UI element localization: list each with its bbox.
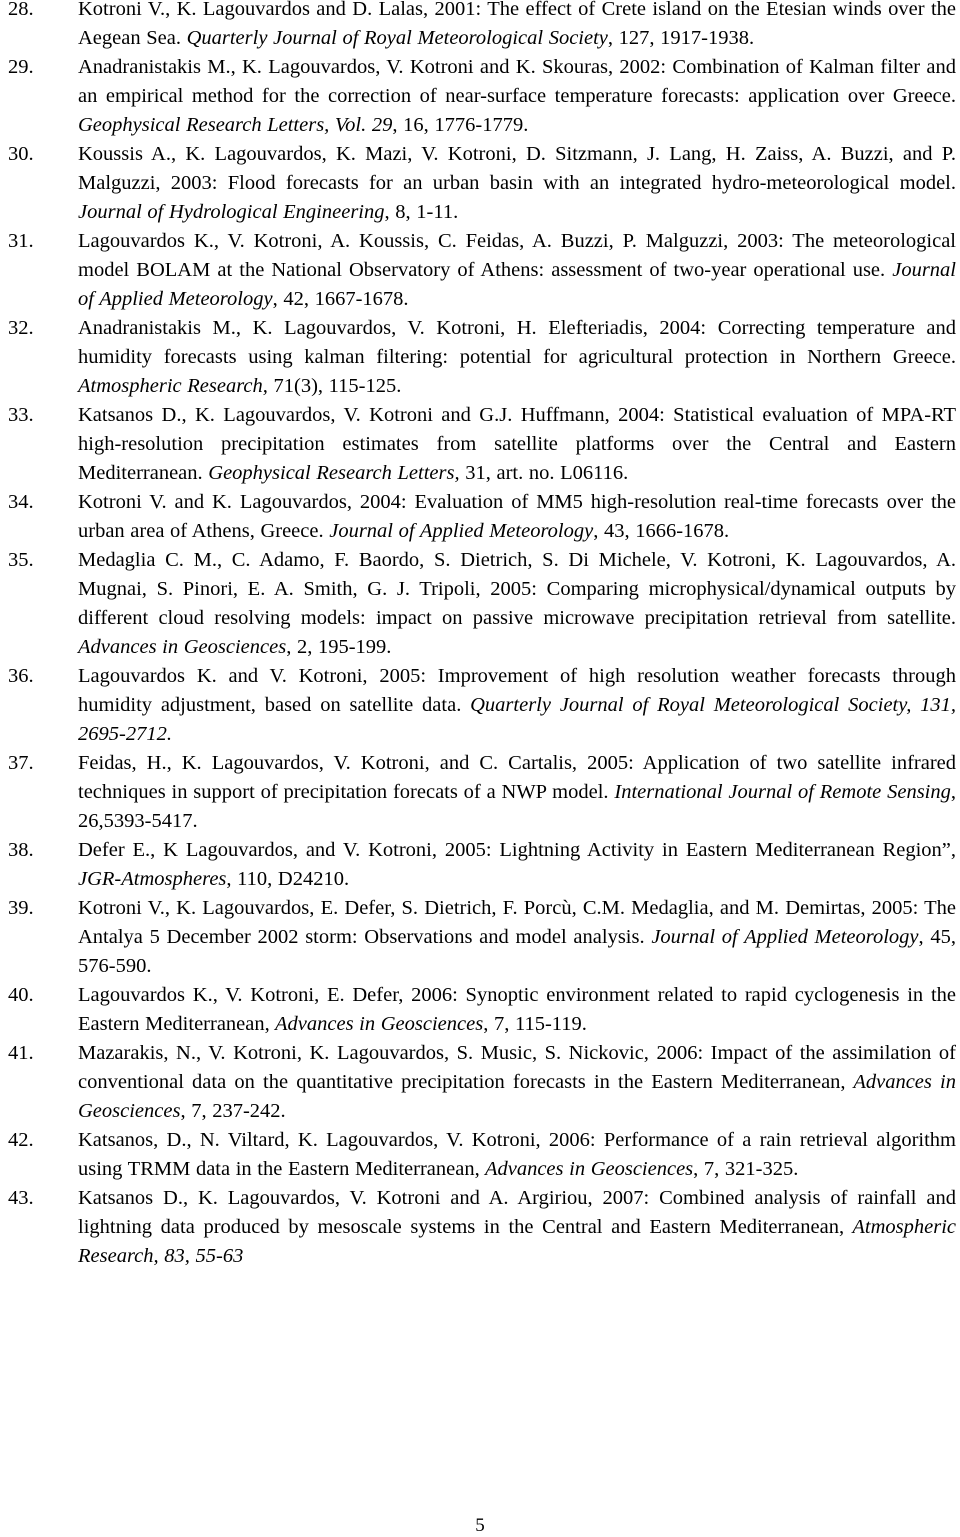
reference-authors-title: Anadranistakis M., K. Lagouvardos, V. Kotroni, H. Elefteriadis, 2004: Correcting temperature and humidity forecasts using kalman filtering: potential for agricultural protection in Northern Greece. [78, 317, 956, 368]
reference-citation: , 7, 115-119. [483, 1013, 587, 1035]
reference-number: 36. [8, 665, 34, 687]
reference-authors-title: Kotroni V. and K. Lagouvardos, 2004: Evaluation of MM5 high-resolution real-time forecasts over the urban area of Athens, Greece. [78, 491, 956, 542]
reference-authors-title: Katsanos D., K. Lagouvardos, V. Kotroni and A. Argiriou, 2007: Combined analysis of rainfall and lightning data produced by mesoscale systems in the Central and Eastern Mediterranean, [78, 1187, 956, 1238]
reference-citation: , 43, 1666-1678. [593, 520, 730, 542]
reference-item [8, 53, 956, 140]
reference-item [8, 981, 956, 1039]
reference-number: 35. [8, 549, 34, 571]
reference-citation: , 45, 576-590. [78, 926, 957, 977]
reference-citation: 71(3), 115-125. [267, 375, 402, 397]
reference-item [8, 488, 956, 546]
reference-item [8, 227, 956, 314]
reference-item [8, 140, 956, 227]
reference-number: 28. [8, 0, 34, 20]
reference-number: 43. [8, 1187, 34, 1209]
reference-authors-title: Katsanos, D., N. Viltard, K. Lagouvardos, V. Kotroni, 2006: Performance of a rain retrieval algorithm using TRMM data in the Eastern Mediterranean, [78, 1129, 956, 1180]
reference-citation: , 42, 1667-1678. [272, 288, 409, 310]
reference-number: 39. [8, 897, 34, 919]
reference-authors-title: Anadranistakis M., K. Lagouvardos, V. Kotroni and K. Skouras, 2002: Combination of Kalman filter and an empirical method for the correction of near-surface temperature forecasts: application over Greece. [78, 56, 956, 107]
reference-authors-title: Lagouvardos K., V. Kotroni, A. Koussis, C. Feidas, A. Buzzi, P. Malguzzi, 2003: The meteorological model BOLAM at the National Observatory of Athens: assessment of two-year operational use. [78, 230, 956, 281]
reference-number: 37. [8, 752, 34, 774]
reference-journal: International Journal of Remote Sensing [608, 781, 951, 803]
reference-citation: , 7, 237-242. [180, 1100, 286, 1122]
reference-authors-title: Katsanos D., K. Lagouvardos, V. Kotroni and G.J. Huffmann, 2004: Statistical evaluation of MPA-RT high-resolution precipitation estimates from satellite platforms over the Central and Eastern Mediterranean. [78, 404, 956, 484]
reference-item [8, 314, 956, 401]
reference-journal: Journal of Applied Meteorology [78, 259, 956, 310]
reference-number: 42. [8, 1129, 34, 1151]
reference-citation: , 26,5393-5417. [78, 781, 956, 832]
reference-citation: , 16, 1776-1779. [392, 114, 529, 136]
reference-journal: Quarterly Journal of Royal Meteorological Society [180, 27, 608, 49]
reference-item [8, 1039, 956, 1126]
reference-item [8, 1184, 956, 1271]
reference-number: 32. [8, 317, 34, 339]
reference-item [8, 662, 956, 749]
reference-authors-title: Feidas, H., K. Lagouvardos, V. Kotroni, and C. Cartalis, 2005: Application of two satellite infrared techniques in support of precipitation forecats of a NWP model. [78, 752, 956, 803]
reference-journal: Journal of Hydrological Engineering [78, 201, 385, 223]
reference-number: 41. [8, 1042, 34, 1064]
reference-authors-title: Kotroni V., K. Lagouvardos and D. Lalas, 2001: The effect of Crete island on the Etesian winds over the Aegean Sea. [78, 0, 956, 49]
reference-number: 33. [8, 404, 34, 426]
reference-journal: Advances in Geosciences [78, 636, 287, 658]
reference-citation: , 110, D24210. [226, 868, 350, 890]
reference-item [8, 546, 956, 662]
reference-number: 29. [8, 56, 34, 78]
reference-journal: Atmospheric Research, 83, 55-63 [78, 1216, 956, 1267]
reference-authors-title: Lagouvardos K., V. Kotroni, E. Defer, 2006: Synoptic environment related to rapid cyclogenesis in the Eastern Mediterranean, [78, 984, 956, 1035]
reference-item [8, 0, 956, 53]
reference-journal: Journal of Applied Meteorology [323, 520, 594, 542]
reference-authors-title: Mazarakis, N., V. Kotroni, K. Lagouvardos, S. Music, S. Nickovic, 2006: Impact of the assimilation of conventional data on the quantitative precipitation forecasts in the Eastern Mediterranean, [78, 1042, 956, 1093]
reference-citation: 31, art. no. L06116. [459, 462, 629, 484]
reference-journal: Journal of Applied Meteorology [644, 926, 919, 948]
reference-item [8, 749, 956, 836]
reference-citation: , 127, 1917-1938. [607, 27, 755, 49]
reference-citation: , 8, 1-11. [384, 201, 459, 223]
reference-item [8, 1126, 956, 1184]
reference-item [8, 894, 956, 981]
reference-journal: JGR-Atmospheres [78, 868, 227, 890]
reference-authors-title: Lagouvardos K. and V. Kotroni, 2005: Improvement of high resolution weather forecasts through humidity adjustment, based on satellite data. [78, 665, 956, 716]
reference-citation: , 7, 321-325. [693, 1158, 799, 1180]
reference-journal: Advances in Geosciences [78, 1071, 956, 1122]
reference-number: 34. [8, 491, 34, 513]
reference-number: 40. [8, 984, 34, 1006]
reference-item [8, 401, 956, 488]
reference-number: 38. [8, 839, 34, 861]
reference-number: 30. [8, 143, 34, 165]
reference-authors-title: Defer E., K Lagouvardos, and V. Kotroni, 2005: Lightning Activity in Eastern Mediterranean Region”, [78, 839, 956, 861]
page-number: 5 [475, 1515, 485, 1536]
reference-journal: Advances in Geosciences [269, 1013, 484, 1035]
reference-authors-title: Koussis A., K. Lagouvardos, K. Mazi, V. Kotroni, D. Sitzmann, J. Lang, H. Zaiss, A. Buzzi, and P. Malguzzi, 2003: Flood forecasts for an urban basin with an integrated hydro-meteorological model. [78, 143, 956, 194]
reference-item [8, 836, 956, 894]
reference-list [8, 0, 956, 1271]
reference-journal: Geophysical Research Letters, Vol. 29 [78, 114, 393, 136]
reference-journal: Advances in Geosciences [479, 1158, 694, 1180]
reference-journal: Quarterly Journal of Royal Meteorological Society, 131, 2695-2712. [78, 694, 957, 745]
reference-authors-title: Medaglia C. M., C. Adamo, F. Baordo, S. Dietrich, S. Di Michele, V. Kotroni, K. Lagouvardos, A. Mugnai, S. Pinori, E. A. Smith, G. J. Tripoli, 2005: Comparing microphysical/dynamical outputs by different cloud resolving models: impact on passive microwave precipitation retrieval from satellite. [78, 549, 956, 629]
reference-citation: , 2, 195-199. [286, 636, 392, 658]
reference-authors-title: Kotroni V., K. Lagouvardos, E. Defer, S. Dietrich, F. Porcù, C.M. Medaglia, and M. Demirtas, 2005: The Antalya 5 December 2002 storm: Observations and model analysis. [78, 897, 956, 948]
reference-journal: Geophysical Research Letters, [202, 462, 460, 484]
reference-journal: Atmospheric Research, [78, 375, 268, 397]
reference-number: 31. [8, 230, 34, 252]
